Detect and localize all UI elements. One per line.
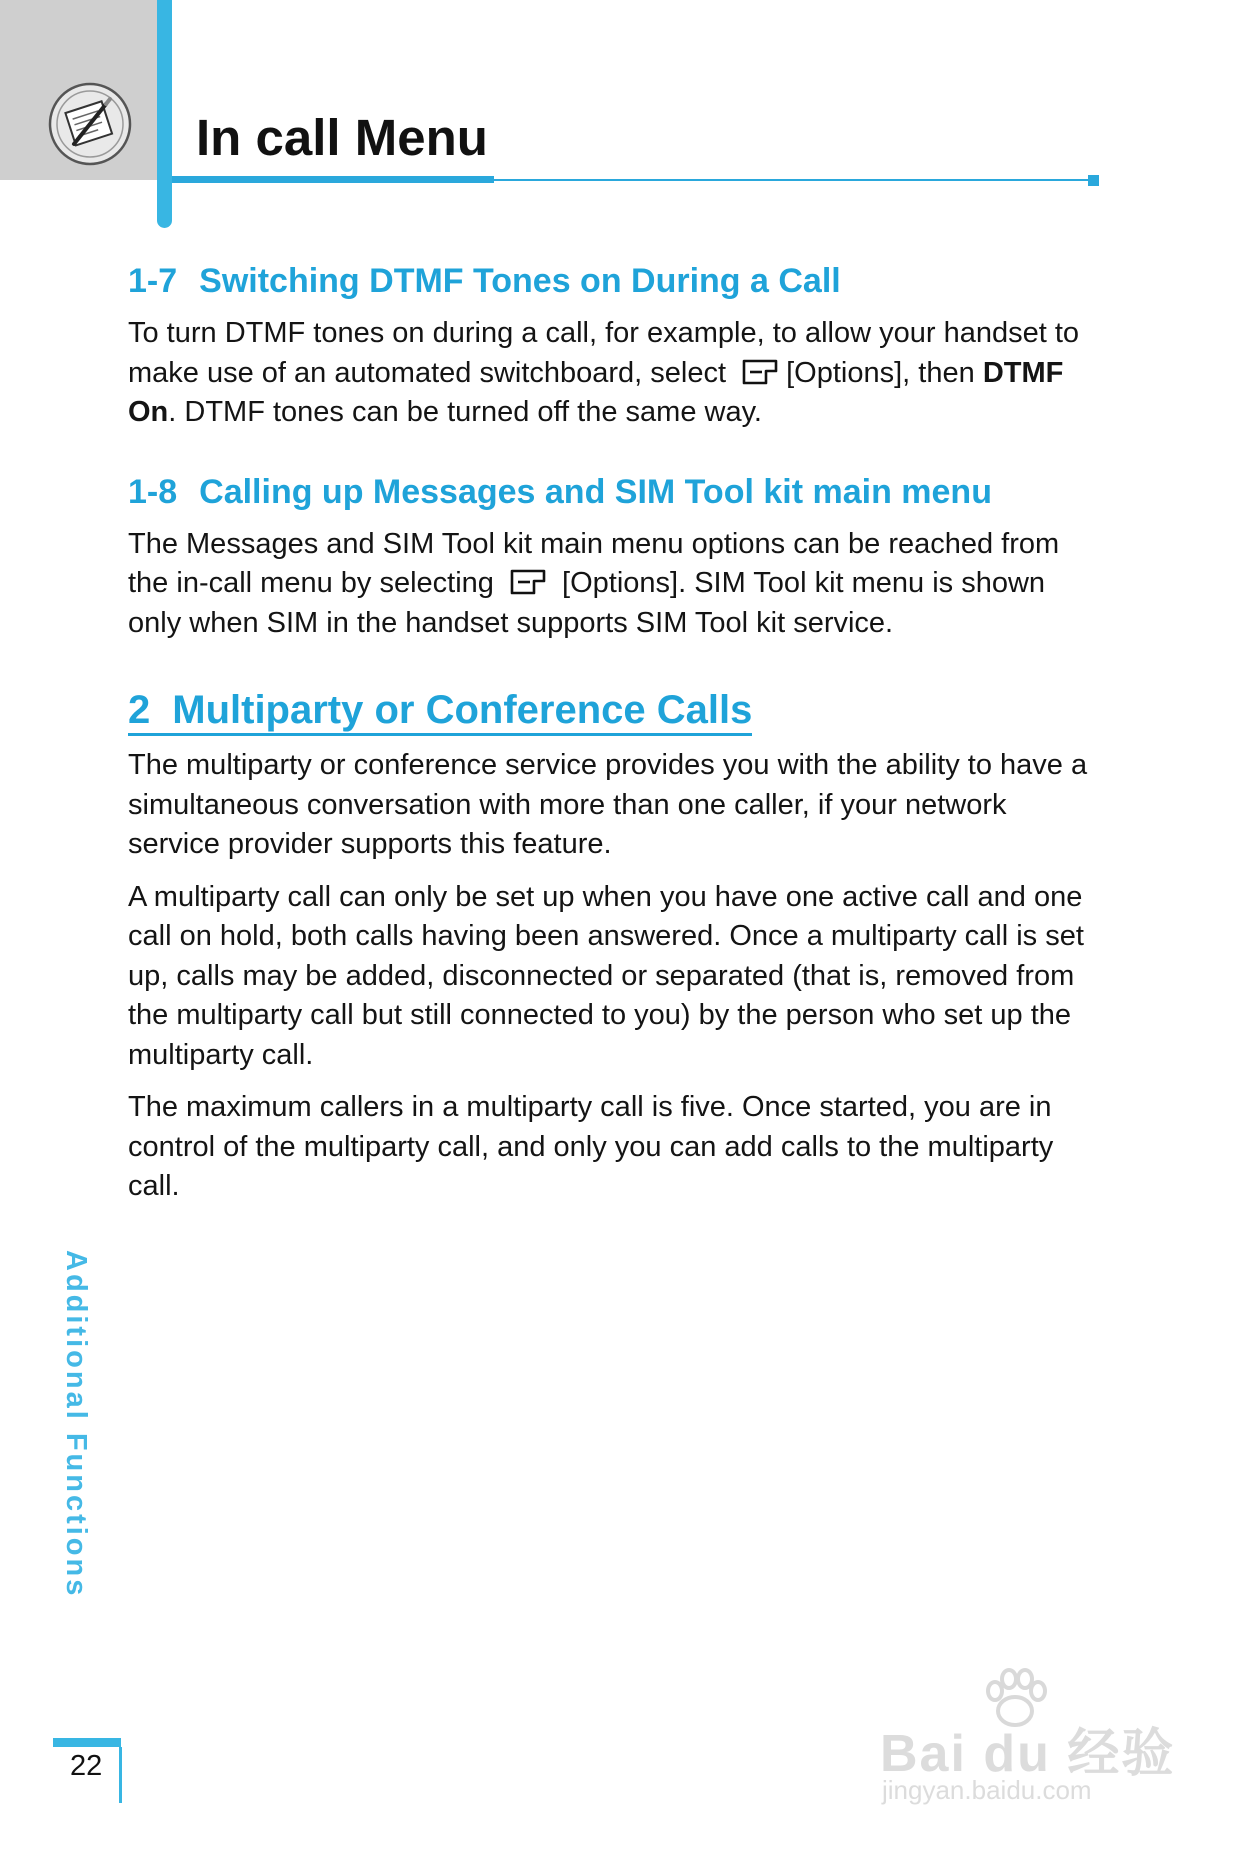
section-heading [128, 262, 1098, 301]
page-number-rule [119, 1747, 122, 1803]
left-softkey-icon [506, 567, 550, 597]
main-section-heading [128, 687, 752, 736]
title-rule [494, 179, 1088, 181]
page-number-bar [53, 1738, 121, 1747]
section-paragraph [128, 525, 1098, 644]
section-1-8 [128, 473, 1098, 644]
paragraph-text: [Options], then [786, 356, 975, 389]
paragraph-text: The Messages and SIM Tool kit main menu options can be reached from the in-call menu by selecting [128, 527, 1060, 599]
notepad-pen-icon [44, 78, 136, 170]
paragraph-text: [Options]. SIM Tool kit menu is shown only when SIM in the handset supports SIM Tool kit service. [128, 567, 1046, 639]
section-2 [128, 687, 1098, 1207]
title-underline [172, 176, 494, 183]
watermark-logo: Bai du 经验 [880, 1725, 1176, 1783]
watermark [880, 1665, 1180, 1815]
section-title: Switching DTMF Tones on During a Call [199, 262, 841, 300]
title-rule-end-square [1088, 175, 1099, 186]
paragraph-text: . DTMF tones can be turned off the same way. [168, 396, 762, 428]
page-title: In call Menu [196, 109, 488, 166]
section-title: Calling up Messages and SIM Tool kit main menu [199, 472, 992, 511]
section-paragraph: The maximum callers in a multiparty call is five. Once started, you are in control of the multiparty call, and only you can add calls to the multiparty call. [128, 1091, 1054, 1202]
watermark-url: jingyan.baidu.com [882, 1775, 1092, 1805]
section-paragraph: A multiparty call can only be set up when you have one active call and one call on hold, both calls having been answered. Once a multiparty call is set up, calls may be added, disconnected or separated (that is, removed from the multiparty call but still connected to you) by the person who set up the multiparty call. [128, 880, 1084, 1071]
page-number: 22 [70, 1750, 103, 1782]
section-heading [128, 473, 1098, 512]
section-paragraph [128, 314, 1098, 433]
section-paragraph: The multiparty or conference service provides you with the ability to have a simultaneous conversation with more than one caller, if your network service provider supports this feature. [128, 749, 1088, 860]
chapter-side-label: Additional Functions [60, 1250, 92, 1599]
paragraph-text: To turn DTMF tones on during a call, for example, to allow your handset to make use of an automated switchboard, select [128, 317, 1080, 389]
left-softkey-icon [738, 357, 782, 387]
paragraph-bold: DTMF On [128, 356, 1064, 428]
section-title: Multiparty or Conference Calls [172, 688, 753, 732]
header-corner-bar [157, 0, 172, 228]
main-content [128, 262, 1098, 1207]
section-number: 1-8 [128, 472, 178, 511]
section-1-7 [128, 262, 1098, 433]
section-number: 1-7 [128, 262, 178, 300]
section-number: 2 [128, 688, 151, 732]
